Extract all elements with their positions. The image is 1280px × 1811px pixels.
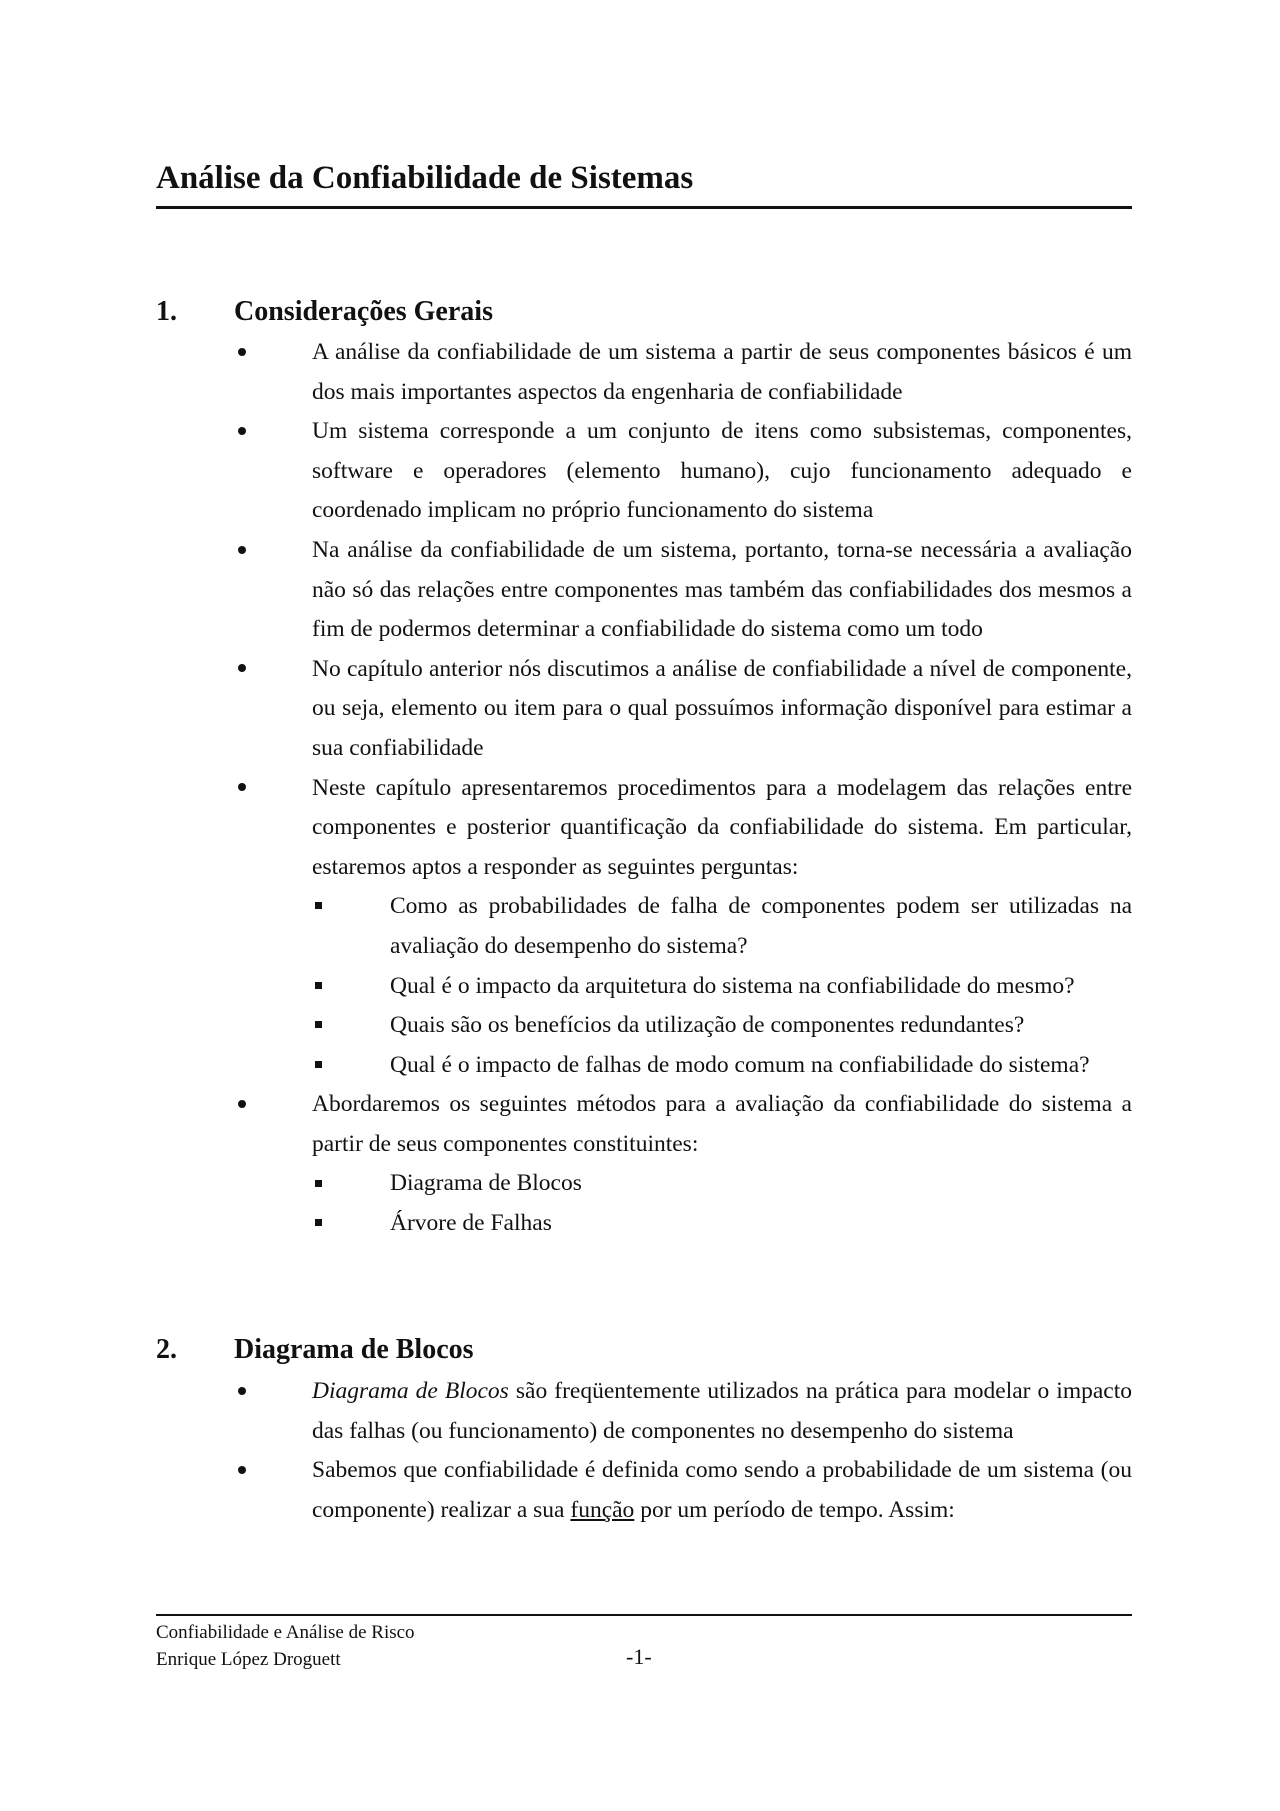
list-item-text: Na análise da confiabilidade de um sistema, portanto, torna-se necessária a avaliação não só das relações entre componentes mas também das confiabilidades dos mesmos a fim de podermos determinar a confiabilidade do sistema como um todo: [312, 536, 1132, 643]
bullet-square-icon: [308, 1046, 328, 1086]
section-1-title: Considerações Gerais: [234, 296, 493, 327]
bullet-dot-icon: [232, 1085, 252, 1125]
bullet-dot-icon: [232, 412, 252, 452]
footer: [156, 1619, 415, 1673]
bullet-square-icon: [308, 967, 328, 1007]
section-1-number: 1.: [156, 296, 177, 327]
section-2-number: 2.: [156, 1334, 177, 1365]
sub-list-item: [156, 1204, 1132, 1244]
bullet-square-icon: [308, 1164, 328, 1204]
list-item-text: Neste capítulo apresentaremos procedimentos para a modelagem das relações entre componentes e posterior quantificação da confiabilidade do sistema. Em particular, estaremos aptos a responder as seguintes perguntas:: [312, 774, 1132, 880]
list-item-text: No capítulo anterior nós discutimos a análise de confiabilidade a nível de componente, ou seja, elemento ou item para o qual possuímos informação disponível para estimar a sua confiabilidade: [312, 655, 1132, 761]
document-title: Análise da Confiabilidade de Sistemas: [156, 160, 694, 196]
section-2-list: [156, 1372, 1132, 1530]
italic-term: Diagrama de Blocos: [312, 1378, 509, 1404]
list-item: [156, 1085, 1132, 1164]
sub-list-item: [156, 887, 1132, 966]
bullet-dot-icon: [232, 531, 252, 571]
list-item-text: são freqüentemente utilizados na prática para modelar o impacto das falhas (ou funcionamento) de componentes no desempenho do sistema: [312, 1378, 1132, 1444]
bullet-square-icon: [308, 887, 328, 927]
list-item: [156, 769, 1132, 888]
sub-list-item: [156, 1046, 1132, 1086]
list-item-text: Sabemos que confiabilidade é definida como sendo a probabilidade de um sistema (ou componente) realizar a sua: [312, 1457, 1132, 1523]
list-item-text: A análise da confiabilidade de um sistema a partir de seus componentes básicos é um dos mais importantes aspectos da engenharia de confiabilidade: [312, 339, 1132, 405]
bullet-square-icon: [308, 1204, 328, 1244]
bullet-dot-icon: [232, 769, 252, 809]
list-item-text: Um sistema corresponde a um conjunto de itens como subsistemas, componentes, software e operadores (elemento humano), cujo funcionamento adequado e coordenado implicam no próprio funcionamento do sistema: [312, 418, 1132, 524]
list-item: [156, 531, 1132, 650]
document-page: [156, 0, 1132, 1811]
bullet-square-icon: [308, 1006, 328, 1046]
section-2-title: Diagrama de Blocos: [234, 1334, 474, 1365]
list-item-text-end: por um período de tempo. Assim:: [634, 1496, 955, 1523]
sub-list-item: [156, 1164, 1132, 1204]
bullet-dot-icon: [232, 1451, 252, 1491]
sub-list-item-text: Diagrama de Blocos: [390, 1170, 582, 1197]
list-item-text: Abordaremos os seguintes métodos para a avaliação da confiabilidade do sistema a partir de seus componentes constituintes:: [312, 1091, 1132, 1157]
sub-list-item-text: Qual é o impacto de falhas de modo comum na confiabilidade do sistema?: [390, 1051, 1090, 1078]
bullet-dot-icon: [232, 1372, 252, 1412]
section-1-heading: [156, 292, 493, 332]
sub-list-item-text: Qual é o impacto da arquitetura do sistema na confiabilidade do mesmo?: [390, 972, 1075, 999]
footer-author: Enrique López Droguett: [156, 1649, 341, 1670]
list-item: [156, 1372, 1132, 1451]
sub-list-item: [156, 1006, 1132, 1046]
list-item: [156, 412, 1132, 531]
list-item: [156, 650, 1132, 769]
sub-list-item-text: Quais são os benefícios da utilização de componentes redundantes?: [390, 1012, 1025, 1039]
underlined-term: função: [570, 1496, 635, 1523]
list-item: [156, 333, 1132, 412]
page-number: -1-: [626, 1644, 652, 1669]
sub-list-item: [156, 967, 1132, 1007]
section-2-heading: [156, 1330, 474, 1370]
bullet-dot-icon: [232, 333, 252, 373]
section-1-list: [156, 333, 1132, 1244]
sub-list-item-text: Como as probabilidades de falha de componentes podem ser utilizadas na avaliação do desempenho do sistema?: [390, 893, 1132, 959]
footer-course: Confiabilidade e Análise de Risco: [156, 1622, 415, 1643]
sub-list-item-text: Árvore de Falhas: [390, 1210, 552, 1237]
bullet-dot-icon: [232, 650, 252, 690]
footer-rule: [156, 1614, 1132, 1616]
title-underline: [156, 206, 1132, 209]
list-item: [156, 1451, 1132, 1530]
